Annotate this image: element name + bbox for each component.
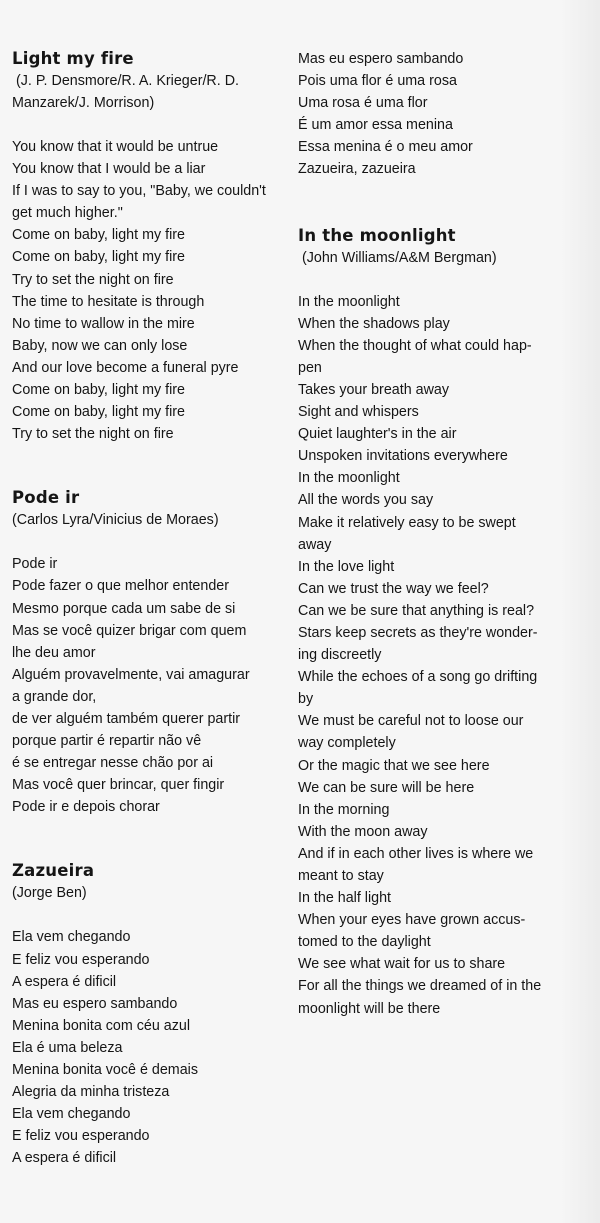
lyric-line: Mas eu espero sambando [12, 995, 178, 1012]
lyric-line: Mas eu espero sambando [298, 51, 464, 67]
lyric-line: Can we be sure that anything is real? [298, 602, 535, 619]
lyric-line: Pode ir [12, 556, 58, 573]
lyric-line: porque partir é repartir não vê [12, 733, 202, 750]
lyric-line: All the words you say [298, 492, 434, 509]
song-zazueira-continued [298, 48, 560, 181]
lyric-line: Takes your breath away [298, 381, 449, 398]
lyric-line: lhe deu amor [12, 644, 96, 661]
lyric-line: Try to set the night on fire [12, 271, 174, 288]
lyric-line: We must be careful not to loose our [298, 713, 524, 730]
lyric-line: Unspoken invitations everywhere [298, 448, 508, 465]
lyric-line: Mas você quer brincar, quer fingir [12, 777, 225, 794]
lyric-line: Stars keep secrets as they're wonder- [298, 624, 538, 641]
song-credit: (Carlos Lyra/Vinicius de Moraes) [12, 512, 219, 529]
lyric-line: No time to wallow in the mire [12, 315, 195, 332]
lyric-line: And our love become a funeral pyre [12, 359, 239, 376]
song-in-the-moonlight [298, 225, 560, 1020]
song-credit: Manzarek/J. Morrison) [12, 95, 155, 111]
lyric-line: Zazueira, zazueira [298, 161, 416, 178]
lyric-line: Menina bonita você é demais [12, 1062, 198, 1078]
lyric-line: way completely [298, 735, 396, 752]
lyric-line: meant to stay [298, 868, 384, 884]
lyric-line: Quiet laughter's in the air [298, 426, 457, 443]
lyrics-list [298, 291, 560, 1020]
lyric-line: If I was to say to you, "Baby, we couldn't [12, 183, 266, 200]
lyric-line: Can we trust the way we feel? [298, 580, 489, 597]
lyric-line: In the love light [298, 558, 395, 575]
song-light-my-fire [12, 48, 287, 445]
lyric-line: Make it relatively easy to be swept [298, 514, 516, 531]
lyric-line: Ela vem chegando [12, 1106, 131, 1123]
page-edge-shadow [560, 0, 600, 1223]
lyric-line: Come on baby, light my fire [12, 404, 185, 421]
lyric-line: ing discreetly [298, 647, 382, 664]
song-credit: (J. P. Densmore/R. A. Krieger/R. D. [16, 73, 239, 89]
lyric-line: You know that it would be untrue [12, 139, 219, 155]
lyric-line: away [298, 536, 332, 553]
lyric-line: Sight and whispers [298, 404, 419, 421]
lyric-line: tomed to the daylight [298, 934, 431, 951]
lyric-line: When your eyes have grown accus- [298, 912, 526, 929]
song-pode-ir [12, 487, 287, 818]
lyric-line: Ela é uma beleza [12, 1039, 123, 1056]
lyric-line: é se entregar nesse chão por ai [12, 755, 214, 772]
lyric-line: With the moon away [298, 823, 428, 840]
song-title: Zazueira [12, 861, 95, 881]
lyric-line: Pois uma flor é uma rosa [298, 73, 457, 90]
lyric-line: Menina bonita com céu azul [12, 1017, 191, 1034]
lyric-line: Come on baby, light my fire [12, 382, 185, 399]
song-zazueira [12, 860, 287, 1169]
lyric-line: Come on baby, light my fire [12, 249, 185, 266]
lyric-line: For all the things we dreamed of in the [298, 978, 542, 995]
song-title: Light my fire [12, 49, 134, 68]
lyric-line: When the thought of what could hap- [298, 337, 532, 354]
lyric-line: Pode fazer o que melhor entender [12, 578, 229, 595]
lyric-line: get much higher." [12, 205, 123, 222]
lyrics-list [12, 136, 287, 445]
lyric-line: Essa menina é o meu amor [298, 139, 473, 156]
lyric-line: Uma rosa é uma flor [298, 95, 428, 112]
lyric-line: Alguém provavelmente, vai amagurar [12, 666, 250, 683]
lyric-line: by [298, 691, 314, 708]
right-column [298, 48, 560, 1020]
lyrics-list [12, 926, 287, 1169]
lyric-line: É um amor essa menina [298, 117, 453, 134]
lyric-line: Pode ir e depois chorar [12, 799, 160, 816]
lyrics-list [12, 553, 287, 818]
lyric-line: Ela vem chegando [12, 929, 131, 946]
lyric-line: Alegria da minha tristeza [12, 1084, 170, 1101]
song-title: In the moonlight [298, 225, 456, 245]
song-credit: (Jorge Ben) [12, 885, 87, 902]
lyric-line: In the moonlight [298, 293, 400, 310]
lyric-line: Mas se você quizer brigar com quem [12, 622, 247, 639]
lyric-line: pen [298, 359, 322, 376]
song-credit: (John Williams/A&M Bergman) [302, 249, 497, 266]
lyric-line: E feliz vou esperando [12, 1128, 150, 1145]
lyric-line: moonlight will be there [298, 1000, 441, 1017]
lyric-line: You know that I would be a liar [12, 161, 206, 178]
lyric-line: Try to set the night on fire [12, 426, 174, 443]
lyric-line: While the echoes of a song go drifting [298, 669, 538, 686]
lyric-line: In the half light [298, 890, 391, 907]
lyric-line: A espera é dificil [12, 973, 117, 990]
lyric-line: And if in each other lives is where we [298, 845, 534, 862]
lyric-line: When the shadows play [298, 315, 450, 332]
lyric-line: Or the magic that we see here [298, 757, 490, 774]
song-title: Pode ir [12, 488, 80, 508]
left-column [12, 48, 287, 1169]
lyric-line: We see what wait for us to share [298, 956, 506, 973]
lyric-line: Come on baby, light my fire [12, 227, 185, 244]
lyric-line: A espera é dificil [12, 1150, 117, 1167]
lyric-line: a grande dor, [12, 688, 97, 705]
lyric-line: E feliz vou esperando [12, 951, 150, 968]
lyric-line: Baby, now we can only lose [12, 337, 188, 354]
lyric-line: We can be sure will be here [298, 779, 475, 796]
lyric-line: In the moonlight [298, 470, 400, 487]
lyric-line: The time to hesitate is through [12, 293, 205, 310]
lyric-line: de ver alguém também querer partir [12, 710, 241, 727]
lyric-line: Mesmo porque cada um sabe de si [12, 600, 236, 617]
lyric-line: In the morning [298, 801, 390, 818]
lyrics-list [298, 48, 560, 181]
